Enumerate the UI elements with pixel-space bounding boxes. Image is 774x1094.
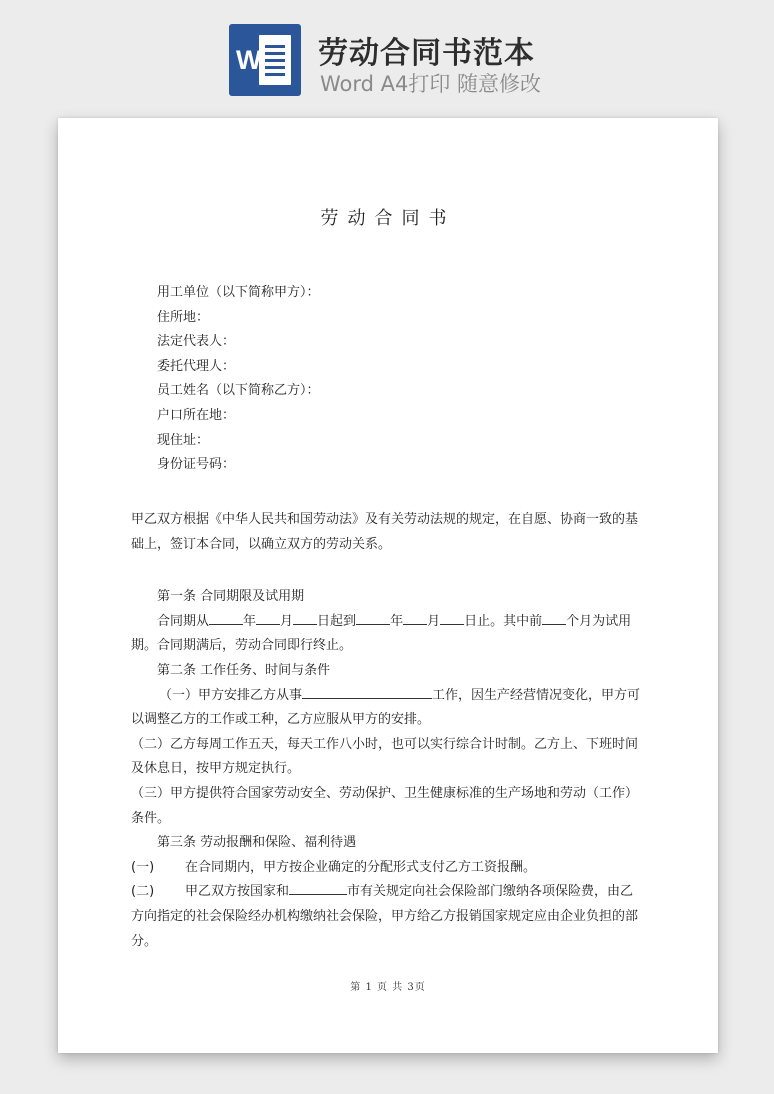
word-logo-letter: W [236,45,262,75]
party-field: 员工姓名（以下简称乙方）： [157,383,320,399]
blank-line [256,610,280,625]
article-3-heading: 第三条 劳动报酬和保险、福利待遇 [157,835,357,851]
blank-line [289,880,347,895]
article-1-heading: 第一条 合同期限及试用期 [157,589,305,605]
article-2-item-2: （二）乙方每周工作五天，每天工作八小时，也可以实行综合计时制。乙方上、下班时间及休息日，按甲方规定执行。 [131,736,639,777]
page-footer: 第 1 页 共 3页 [350,982,426,993]
article-1-text: 合同期从 年 月 日起到 年 月 日止。其中前 个月为试用期。合同期满后，劳动合同即行终止。 [131,610,644,659]
party-field: 住所地： [157,309,210,325]
blank-line [542,610,566,625]
party-field: 委托代理人： [157,358,236,374]
banner-title: 劳动合同书范本 [318,36,535,71]
article-2-item-3: （三）甲方提供符合国家劳动安全、劳动保护、卫生健康标准的生产场地和劳动（工作）条件。 [131,785,639,826]
party-field: 户口所在地： [157,407,236,423]
article-3-item-2: (二) 甲乙双方按国家和 市有关规定向社会保险部门缴纳各项保险费，由乙方向指定的社会保险经办机构缴纳社会保险，甲方给乙方报销国家规定应由企业负担的部分。 [131,880,644,954]
contract-body [131,508,644,954]
document-title: 劳动合同书 [320,208,456,229]
blank-line [209,610,243,625]
document-page [58,118,718,1053]
party-info-list [157,281,657,478]
blank-line [403,610,427,625]
blank-line [293,610,317,625]
banner-subtitle: Word A4打印 随意修改 [320,72,542,96]
article-2-item-1: （一）甲方安排乙方从事 工作，因生产经营情况变化，甲方可以调整乙方的工作或工种，乙方应服从甲方的安排。 [131,684,644,733]
blank-line [440,610,464,625]
blank-line [356,610,390,625]
word-logo-icon [229,24,301,96]
promo-banner [0,0,774,112]
party-field: 法定代表人： [157,334,236,350]
article-3-item-1: (一) 在合同期内，甲方按企业确定的分配形式支付乙方工资报酬。 [131,859,537,875]
party-field: 用工单位（以下简称甲方）： [157,285,320,300]
party-field: 现住址： [157,432,210,448]
article-2-heading: 第二条 工作任务、时间与条件 [157,662,331,678]
party-field: 身份证号码： [157,457,236,473]
blank-line [302,684,432,699]
intro-paragraph: 甲乙双方根据《中华人民共和国劳动法》及有关劳动法规的规定，在自愿、协商一致的基础上，签订本合同，以确立双方的劳动关系。 [131,512,639,552]
